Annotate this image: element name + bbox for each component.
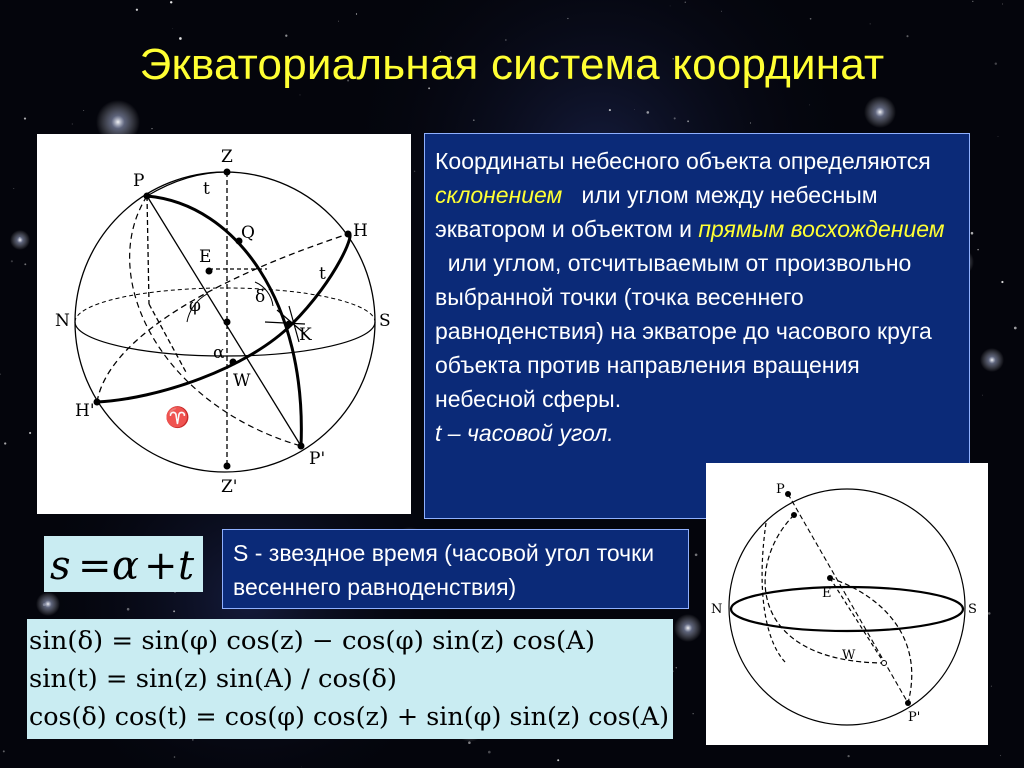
equator-front bbox=[97, 234, 350, 402]
label-H: H bbox=[353, 221, 368, 241]
horizon-back bbox=[75, 288, 375, 322]
label-P-prime: P' bbox=[309, 449, 326, 469]
label-Z-prime: Z' bbox=[221, 477, 238, 497]
formula-line-3: cos(δ) cos(t) = cos(φ) cos(z) + sin(φ) sin(z) cos(A) bbox=[29, 702, 669, 731]
label-P: P bbox=[133, 171, 145, 191]
label-t-right: t bbox=[319, 264, 326, 284]
obs-label-N: N bbox=[711, 602, 723, 617]
formula-line-1: sin(δ) = sin(φ) cos(z) − cos(φ) sin(z) cos(A) bbox=[29, 626, 595, 655]
label-W: W bbox=[233, 371, 251, 391]
sidereal-time-box bbox=[222, 529, 689, 609]
label-aries: ♈ bbox=[165, 405, 190, 429]
transform-formulas bbox=[27, 619, 673, 739]
description-text-2: или углом между небесным экватором и объектом и bbox=[435, 182, 878, 242]
label-S: S bbox=[379, 311, 391, 331]
formula-s-t: t bbox=[178, 543, 195, 589]
formula-s-eq: = bbox=[78, 543, 112, 589]
description-box bbox=[424, 133, 970, 519]
label-delta: δ bbox=[255, 287, 266, 307]
observer-sphere-diagram bbox=[706, 463, 988, 745]
label-t-top: t bbox=[203, 179, 210, 199]
horizon-front bbox=[75, 322, 375, 356]
formula-line-2: sin(t) = sin(z) sin(A) / cos(δ) bbox=[29, 664, 397, 693]
observer-sphere-svg bbox=[706, 463, 988, 745]
label-Q: Q bbox=[241, 223, 255, 243]
label-alpha: α bbox=[213, 343, 225, 363]
term-right-ascension: прямым восхождением bbox=[698, 216, 945, 242]
obs-label-S: S bbox=[968, 602, 977, 617]
sidereal-time-text: S - звездное время (часовой угол точки весеннего равноденствия) bbox=[233, 540, 655, 600]
label-Z: Z bbox=[221, 147, 233, 167]
obs-label-E: E bbox=[822, 586, 832, 601]
hour-circle-back bbox=[130, 196, 301, 446]
obs-label-P-prime: P' bbox=[908, 710, 921, 725]
slide-title: Экваториальная система координат bbox=[139, 40, 885, 89]
celestial-sphere-diagram bbox=[37, 134, 411, 514]
description-text-3: или углом, отсчитываемым от произвольно выбранной точки (точка весеннего равноденствия) на экваторе до часового круга объекта против направления вращения небесной сферы. bbox=[435, 250, 932, 412]
obs-label-P: P bbox=[776, 482, 785, 497]
label-E: E bbox=[199, 247, 212, 267]
meridian-arc bbox=[147, 172, 227, 196]
formula-s-alpha: α bbox=[112, 543, 140, 589]
label-H-prime: H' bbox=[75, 401, 95, 421]
label-N: N bbox=[55, 311, 70, 331]
label-phi: φ bbox=[189, 296, 201, 316]
hour-angle-note: t – часовой угол. bbox=[435, 420, 614, 446]
description-text-1: Координаты небесного объекта определяются bbox=[435, 148, 931, 174]
obs-label-W: W bbox=[842, 648, 856, 663]
sidereal-formula bbox=[44, 536, 203, 592]
celestial-sphere-svg bbox=[37, 134, 411, 514]
label-K: K bbox=[299, 325, 312, 345]
term-declination: склонением bbox=[435, 182, 563, 208]
formula-s-plus: + bbox=[144, 543, 178, 589]
formula-s-lhs: s bbox=[50, 543, 71, 589]
